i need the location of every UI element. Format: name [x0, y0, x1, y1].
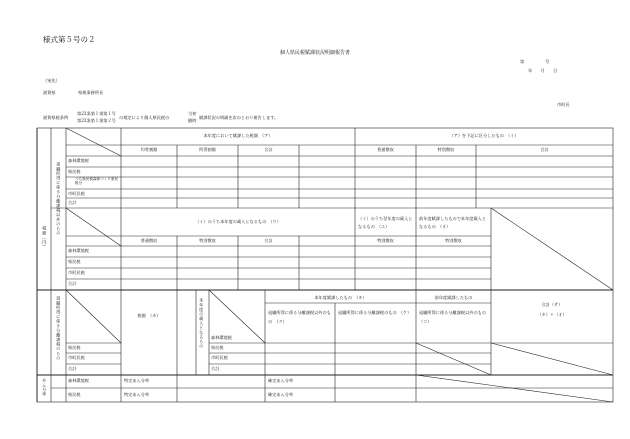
recipient-pref: 滋賀県: [43, 90, 56, 95]
date-field: 年 月 日: [528, 68, 558, 73]
head-e: （イ）のうち翌年度の歳入となるもの （エ）: [358, 216, 413, 229]
head-u: （イ）のうち本年度の歳入となるもの （ウ）: [195, 219, 281, 224]
head-o: 前年度賦課したもので本年度歳入となるもの （オ）: [419, 216, 487, 229]
row-total-3a: 合計: [68, 366, 77, 371]
label-non-separate: 退職所得に係る分離課税以外のもの: [56, 162, 62, 236]
row-pref-3b: 県民税: [211, 345, 224, 350]
recipient-office: 県税事務所長: [78, 90, 104, 95]
col-special-o: 特別徴収: [445, 238, 462, 243]
alloc-forest-specified: 特定あん分率: [124, 378, 150, 383]
col-normal-u: 普通徴収: [140, 238, 158, 243]
row-city-1: 市町民税: [68, 191, 85, 196]
alloc-pref: 県民税: [68, 392, 81, 397]
total-sa: 合計（サ）: [541, 302, 563, 307]
row-total-2: 合計: [68, 281, 77, 286]
col-shotoku: 所得割額: [199, 147, 216, 152]
head-ku: 前年度賦課したもの: [434, 295, 473, 300]
alloc-pref-fixed: 確定あん分率: [268, 392, 294, 397]
head-ki: 本年度賦課したもの （キ）: [314, 295, 367, 300]
number-field: 第 号: [520, 59, 550, 64]
col-special-u: 特別徴収: [199, 238, 216, 243]
row-total-3b: 合計: [211, 366, 220, 371]
row-forest-3b: 森林環境税: [211, 335, 232, 340]
head-a: 本年度において賦課した税額 （ア）: [203, 133, 273, 138]
col-total-a: 合計: [264, 147, 273, 152]
label-allocation: あん分率: [42, 378, 48, 397]
row-pref-2: 県民税: [68, 259, 81, 264]
total-formula: （キ）＋（オ）: [537, 312, 567, 317]
recipient-prefix: （宛先）: [43, 78, 60, 83]
row-city-2: 市町民税: [68, 270, 85, 275]
label-tax-amount: 税額（円）: [42, 226, 48, 249]
sub-ku1: 退職所得に係る分離課税以外のもの （コ）: [419, 310, 491, 324]
sub-ki1: 退職所得に係る分離課税以外のもの （ク）: [268, 310, 331, 324]
col-normal-i: 普通徴収: [377, 147, 394, 152]
col-special-i: 特別徴収: [437, 147, 455, 152]
alloc-forest: 森林環境税: [68, 378, 89, 383]
col-tax-ka: 税額 （カ）: [137, 313, 161, 318]
row-pref-1: 県民税: [68, 169, 81, 174]
row-total-1: 合計: [68, 200, 77, 205]
row-city-3b: 市町民税: [211, 355, 228, 360]
form-number: 様式第５号の２: [43, 35, 96, 44]
sub-ki2: 退職所得に係る分離課税のもの （ケ）: [338, 310, 412, 315]
row-forest-2: 森林環境税: [68, 248, 89, 253]
col-kinto: 均等割額: [140, 147, 158, 152]
sender-label: 市町長: [557, 102, 570, 107]
label-this-year-receipt: 本年度の歳入となるもの: [199, 298, 205, 349]
alloc-forest-fixed: 確定あん分率: [268, 378, 294, 383]
col-special-e: 特別徴収: [377, 238, 394, 243]
row-pref-3a: 県民税: [68, 345, 81, 350]
row-pref-forest-1: うち県民税森林づくり県民税分: [75, 177, 119, 185]
form-title: 個人県民税賦課状況明細報告書: [279, 50, 350, 56]
head-i: （ア）を下記に区分したもの （イ）: [449, 133, 519, 138]
col-total-u: 合計: [264, 238, 273, 243]
row-forest-1: 森林環境税: [68, 158, 89, 163]
col-total-i: 合計: [540, 147, 549, 152]
label-separate: 退職所得に係る分離課税のもの: [56, 296, 62, 361]
alloc-pref-specified: 特定あん分率: [124, 392, 150, 397]
row-city-3a: 市町民税: [68, 355, 85, 360]
